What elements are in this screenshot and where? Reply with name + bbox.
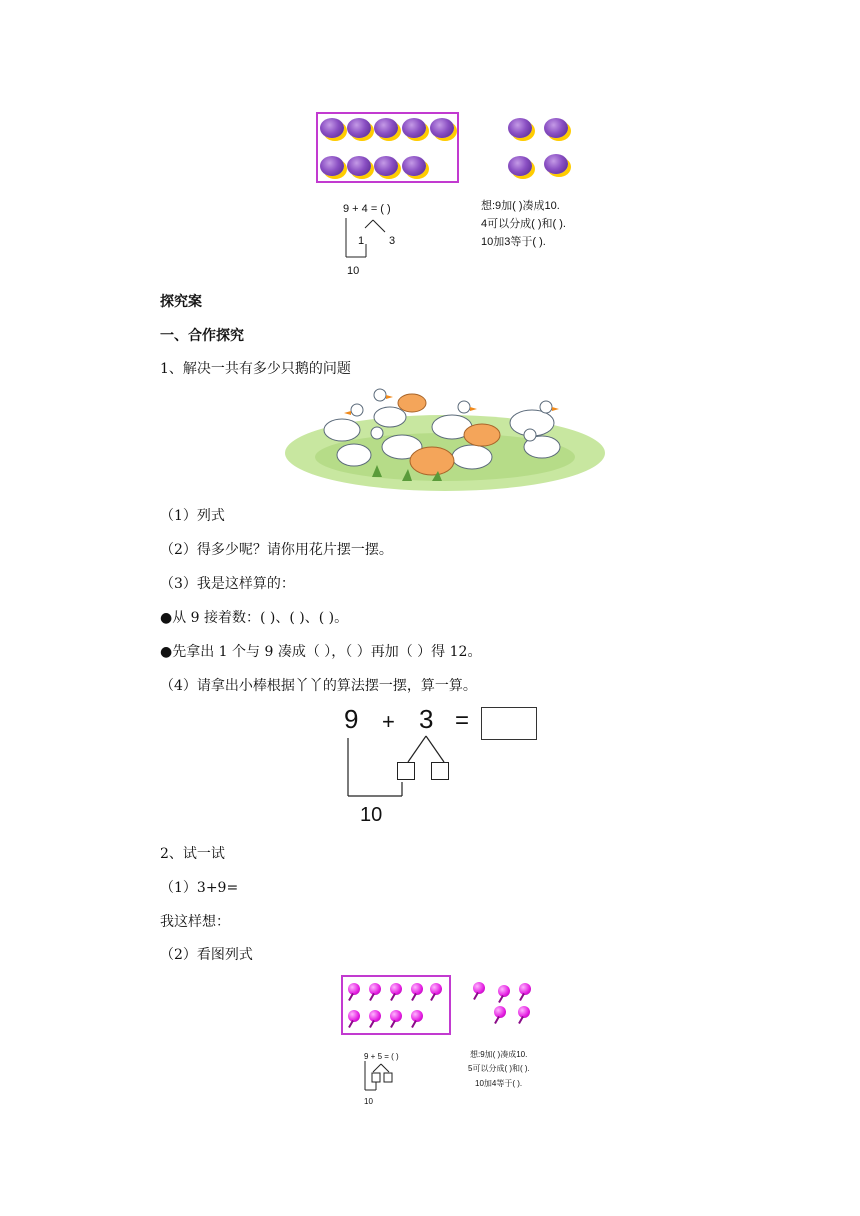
pushpin (430, 983, 442, 995)
pushpin (473, 982, 485, 994)
example1-think-2: 4可以分成( )和( ). (481, 218, 566, 230)
example1-equation: 9 + 4 = ( ) (343, 203, 391, 215)
ball (508, 118, 532, 138)
q1-title: 1、解决一共有多少只鹅的问题 (160, 361, 351, 377)
ball (374, 118, 398, 138)
diagram-number-9: 9 (344, 704, 359, 734)
example1-split-b: 3 (389, 235, 396, 247)
pushpin (390, 983, 402, 995)
section-title: 探究案 (160, 294, 202, 310)
example2-think-2: 5可以分成( )和( ). (468, 1064, 530, 1073)
example2-split-lines (362, 1058, 402, 1098)
pushpin (411, 983, 423, 995)
q2-title: 2、试一试 (160, 846, 225, 862)
example2-equation: 9 + 5 = ( ) (364, 1052, 399, 1061)
ball (320, 156, 344, 176)
pushpin (411, 1010, 423, 1022)
ball (430, 118, 454, 138)
diagram-ten: 10 (360, 804, 383, 826)
ball (544, 154, 568, 174)
q1-step-2: （2）得多少呢？请你用花片摆一摆。 (160, 542, 393, 558)
q1-bullet-1: ●从 9 接着数：( )、( )、( )。 (160, 610, 349, 626)
pushpin (348, 1010, 360, 1022)
example1-think-3: 10加3等于( ). (481, 236, 546, 248)
example1-ten: 10 (347, 265, 360, 277)
ball (320, 118, 344, 138)
pushpin (348, 983, 360, 995)
q1-step-4: （4）请拿出小棒根据丫丫的算法摆一摆，算一算。 (160, 678, 477, 694)
answer-box[interactable] (481, 707, 537, 740)
q1-bullet-2: ●先拿出 1 个与 9 凑成（ ），（ ）再加（ ）得 12。 (160, 644, 482, 660)
part1-title: 一、合作探究 (160, 328, 244, 344)
q1-step-1: （1）列式 (160, 508, 225, 524)
ball (508, 156, 532, 176)
example1-think-1: 想:9加( )凑成10. (481, 200, 560, 212)
split-box-right[interactable] (431, 762, 449, 780)
q2-step-2: （2）看图列式 (160, 947, 253, 963)
ball (347, 118, 371, 138)
pushpin (494, 1006, 506, 1018)
geese-illustration (282, 385, 608, 495)
pushpin (498, 985, 510, 997)
pushpin (369, 1010, 381, 1022)
diagram-plus: + (382, 709, 395, 734)
q2-step-1: （1）3+9= (160, 880, 239, 896)
pushpin (369, 983, 381, 995)
pushpin (390, 1010, 402, 1022)
ball (402, 156, 426, 176)
pushpin (519, 983, 531, 995)
ball (347, 156, 371, 176)
example2-ten: 10 (364, 1097, 373, 1106)
example2-think-1: 想:9加( )凑成10. (470, 1050, 528, 1059)
example1-split-a: 1 (358, 235, 365, 247)
pushpin (518, 1006, 530, 1018)
q2-think: 我这样想： (160, 914, 230, 930)
ball (544, 118, 568, 138)
diagram-equals: = (455, 707, 470, 734)
ball (374, 156, 398, 176)
diagram-number-3: 3 (419, 704, 434, 734)
ball (402, 118, 426, 138)
split-box-left[interactable] (397, 762, 415, 780)
q1-step-3: （3）我是这样算的： (160, 576, 295, 592)
example2-think-3: 10加4等于( ). (475, 1079, 523, 1088)
